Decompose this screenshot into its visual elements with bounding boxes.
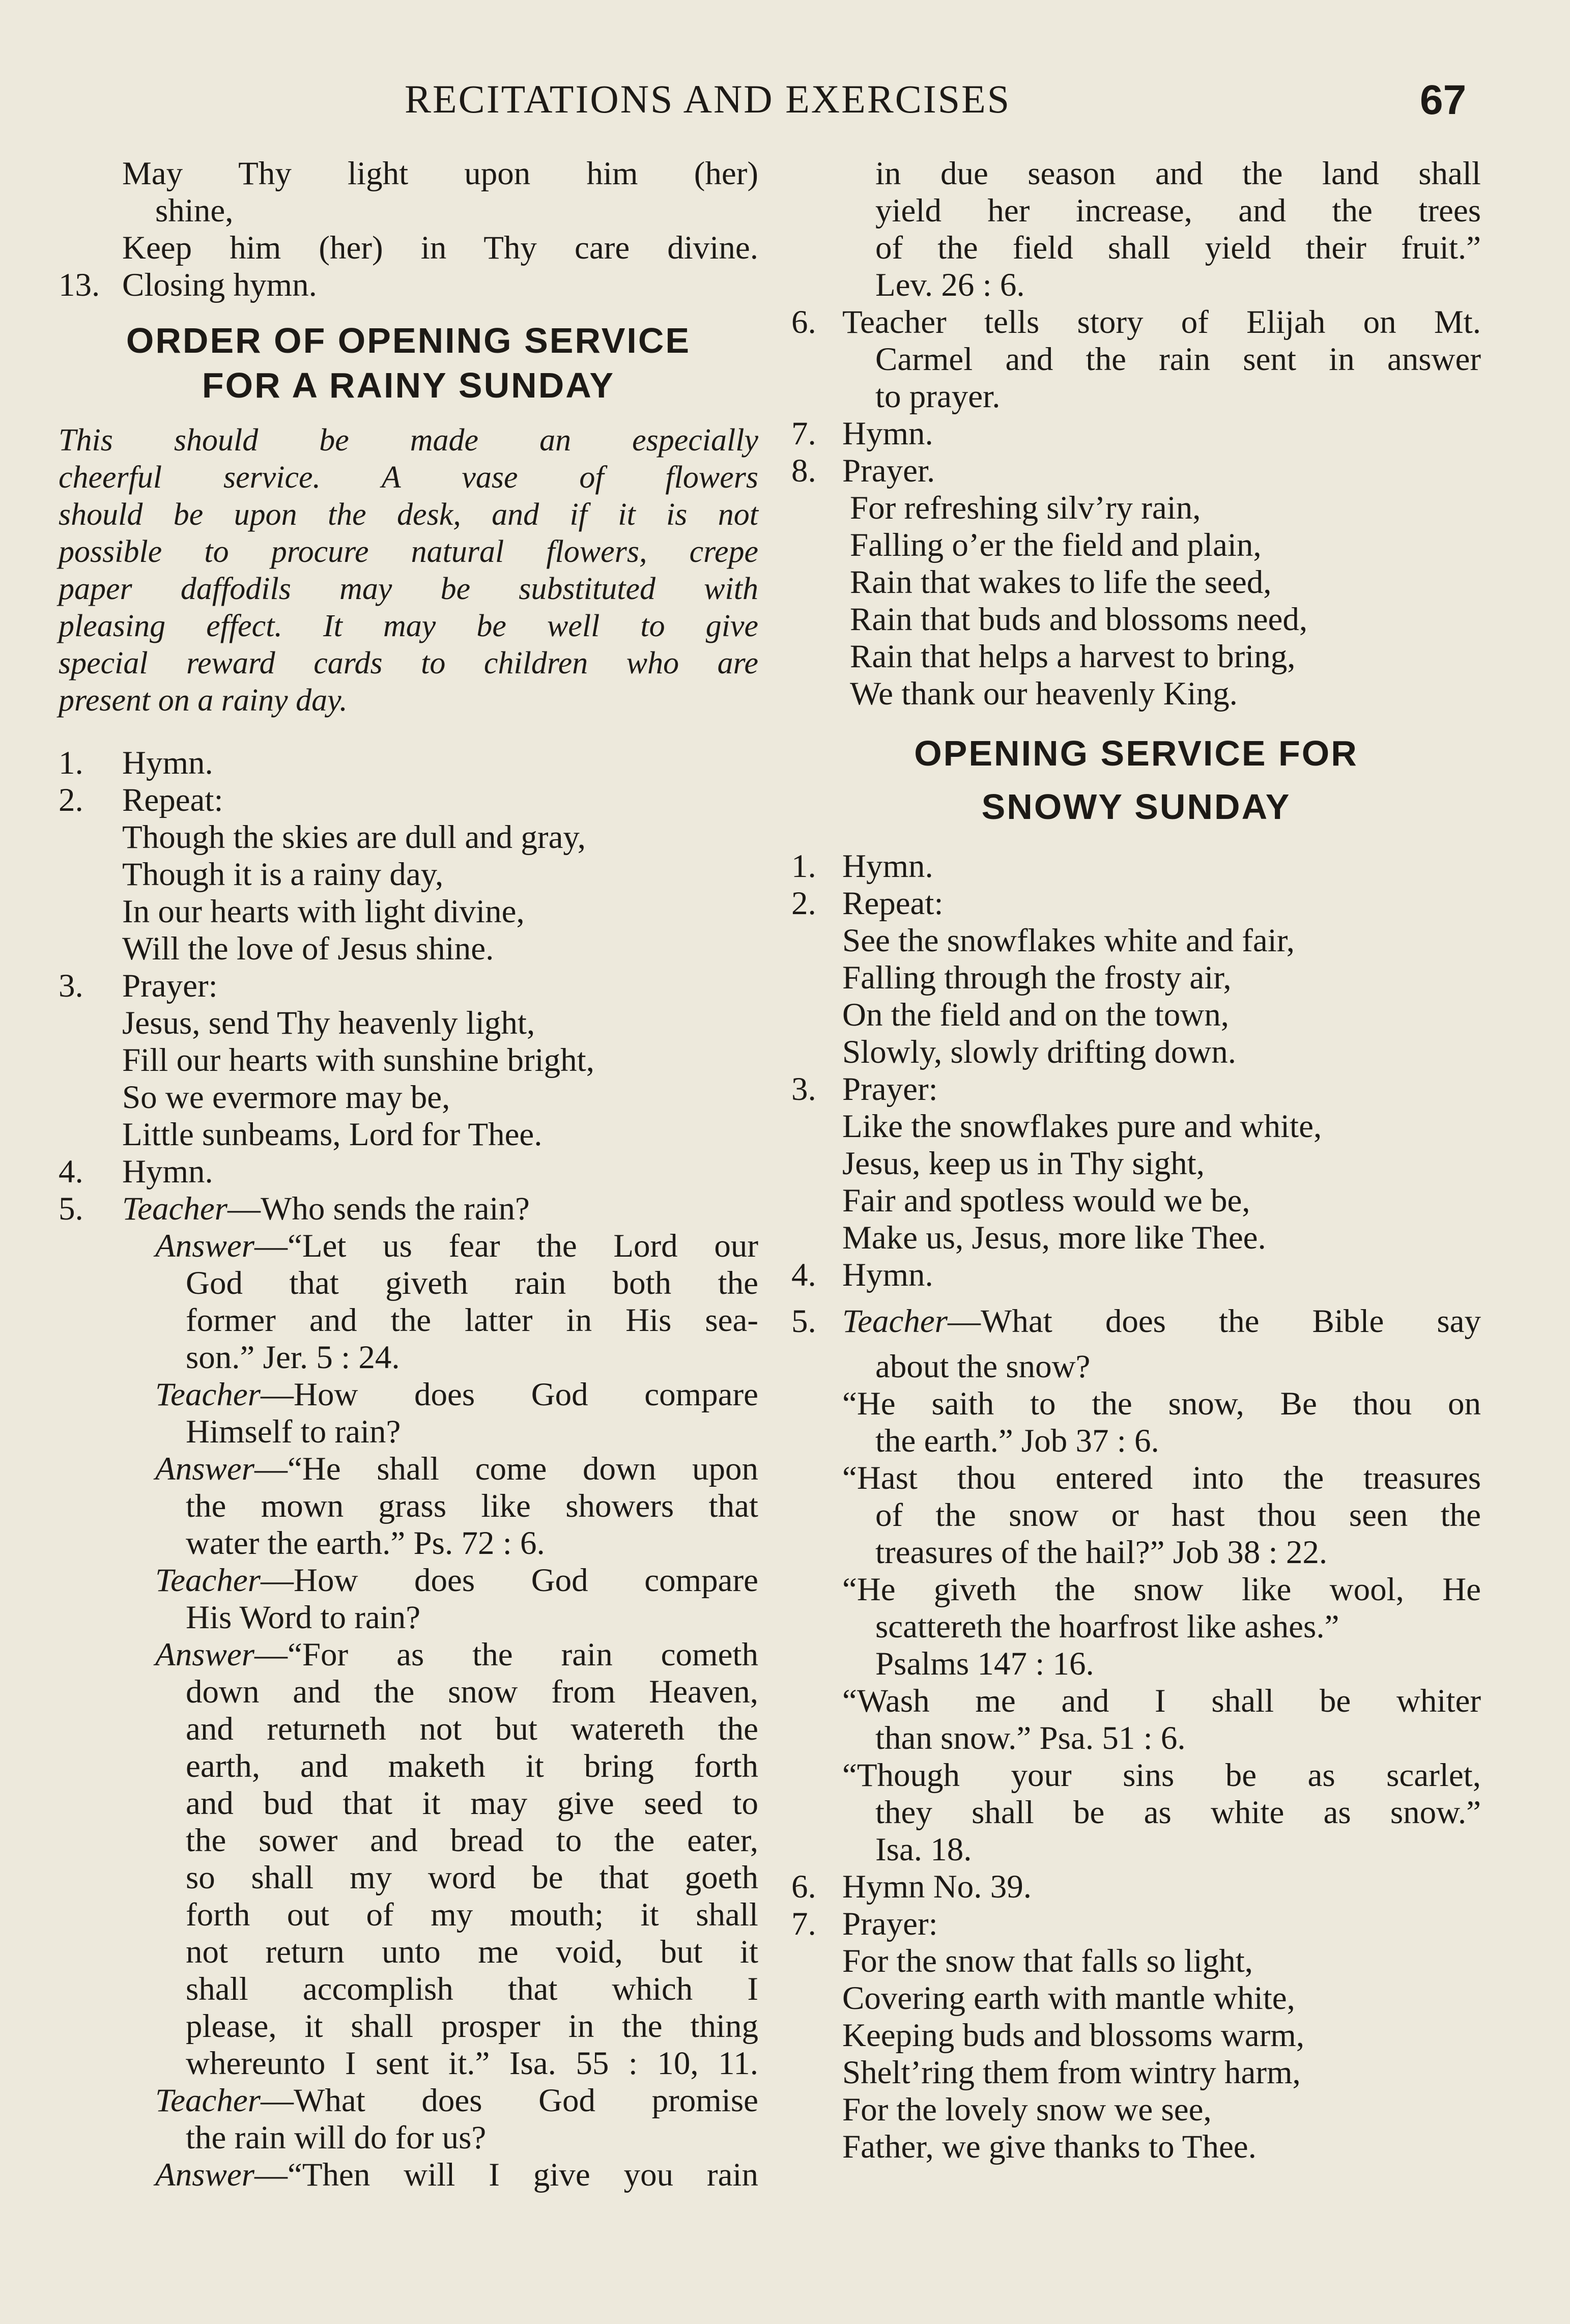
list-item xyxy=(791,1257,1481,1294)
verse-line: Little sunbeams, Lord for Thee. xyxy=(122,1116,543,1153)
item-number: 3. xyxy=(791,1071,816,1108)
item-number: 1. xyxy=(791,848,816,885)
item-number: 5. xyxy=(59,1191,83,1227)
quote-line: treasures of the hail?” Job 38 : 22. xyxy=(875,1534,1328,1571)
note-line: special reward cards to children who are xyxy=(59,646,758,681)
note-line: possible to procure natural flowers, crepe xyxy=(59,534,758,569)
dialogue-line: whereunto I sent it.” Isa. 55 : 10, 11. xyxy=(186,2045,758,2082)
list-item xyxy=(59,267,758,304)
dialogue-line: Himself to rain? xyxy=(186,1413,401,1450)
text-line: in due season and the land shall xyxy=(875,155,1481,192)
dash: — xyxy=(254,1228,288,1264)
dialogue-line: the mown grass like showers that xyxy=(186,1488,758,1524)
item-number: 13. xyxy=(59,267,100,303)
item-text: Prayer. xyxy=(842,452,935,489)
dialogue-line: His Word to rain? xyxy=(186,1599,421,1636)
teacher-text: How does God compare xyxy=(294,1376,758,1413)
speaker-label: Answer xyxy=(155,2157,254,2193)
verse-line: Like the snowflakes pure and white, xyxy=(842,1108,1322,1145)
answer-text: “He shall come down upon xyxy=(288,1451,758,1487)
left-column xyxy=(59,155,758,2194)
item-text: Repeat: xyxy=(122,782,223,818)
quote-line: “Though your sins be as scarlet, xyxy=(842,1757,1481,1794)
text-line: Keep him (her) in Thy care divine. xyxy=(122,230,758,266)
text-line: to prayer. xyxy=(875,378,1001,415)
list-item xyxy=(59,1153,758,1191)
teacher-text: What does God promise xyxy=(294,2082,758,2119)
speaker-label: Teacher xyxy=(155,1376,261,1413)
verse-line: For refreshing silv’ry rain, xyxy=(850,490,1201,526)
verse-line: Falling o’er the field and plain, xyxy=(850,527,1262,563)
item-text: Closing hymn. xyxy=(122,267,317,303)
item-text: Hymn. xyxy=(122,1153,213,1190)
item-number: 2. xyxy=(791,885,816,922)
verse-line: Fill our hearts with sunshine bright, xyxy=(122,1042,594,1079)
dialogue-line: down and the snow from Heaven, xyxy=(186,1674,758,1710)
verse-line: Rain that buds and blossoms need, xyxy=(850,601,1308,638)
list-item xyxy=(59,782,758,819)
answer-text: “For as the rain cometh xyxy=(288,1636,758,1673)
dialogue-line: water the earth.” Ps. 72 : 6. xyxy=(186,1525,545,1562)
dialogue-line: so shall my word be that goeth xyxy=(186,1859,758,1896)
dialogue-line: not return unto me void, but it xyxy=(186,1934,758,1970)
item-text: Prayer: xyxy=(842,1071,938,1108)
text-line: shine, xyxy=(155,192,234,229)
dash: — xyxy=(948,1303,981,1340)
text-line: Carmel and the rain sent in answer xyxy=(875,341,1481,378)
item-number: 5. xyxy=(791,1303,816,1340)
item-text: Hymn. xyxy=(122,745,213,781)
verse-line: In our hearts with light divine, xyxy=(122,893,525,930)
dialogue-line: former and the latter in His sea- xyxy=(186,1302,758,1339)
quote-line: than snow.” Psa. 51 : 6. xyxy=(875,1720,1186,1756)
dash: — xyxy=(227,1191,261,1227)
item-number: 1. xyxy=(59,745,83,781)
item-text: Prayer: xyxy=(842,1906,938,1942)
list-item xyxy=(791,885,1481,922)
list-item xyxy=(791,1071,1481,1108)
right-column xyxy=(791,155,1481,2166)
item-number: 6. xyxy=(791,1868,816,1905)
italic-note xyxy=(59,422,758,719)
verse-line: Jesus, send Thy heavenly light, xyxy=(122,1005,535,1041)
speaker-label: Teacher xyxy=(155,2082,261,2119)
dialogue-line: shall accomplish that which I xyxy=(186,1971,758,2007)
list-item xyxy=(59,968,758,1005)
page-number: 67 xyxy=(1420,77,1467,123)
dash: — xyxy=(254,1636,288,1673)
text-line: May Thy light upon him (her) xyxy=(122,155,758,192)
verse-line: Jesus, keep us in Thy sight, xyxy=(842,1145,1205,1182)
dash: — xyxy=(261,1562,294,1599)
list-item xyxy=(59,1191,758,1228)
quote-line: of the snow or hast thou seen the xyxy=(875,1497,1481,1534)
verse-line: See the snowflakes white and fair, xyxy=(842,922,1295,959)
dialogue-line xyxy=(59,1562,758,1599)
dialogue-line: forth out of my mouth; it shall xyxy=(186,1896,758,1933)
quote-line: Isa. 18. xyxy=(875,1831,972,1868)
list-item xyxy=(791,1906,1481,1943)
quote-line: “Wash me and I shall be whiter xyxy=(842,1683,1481,1719)
section-heading-snowy-sub: SNOWY SUNDAY xyxy=(981,787,1291,827)
answer-text: “Then will I give you rain xyxy=(288,2157,758,2193)
item-number: 6. xyxy=(791,304,816,341)
item-text: What does the Bible say xyxy=(981,1303,1481,1340)
verse-line: We thank our heavenly King. xyxy=(850,675,1238,712)
item-number: 7. xyxy=(791,415,816,452)
dialogue-line: about the snow? xyxy=(875,1348,1091,1385)
dialogue-line: and returneth not but watereth the xyxy=(186,1711,758,1747)
verse-line: So we evermore may be, xyxy=(122,1079,450,1116)
verse-line: Rain that wakes to life the seed, xyxy=(850,564,1272,601)
list-item xyxy=(791,1868,1481,1906)
verse-line: Though it is a rainy day, xyxy=(122,856,444,893)
verse-line: Falling through the frosty air, xyxy=(842,959,1232,996)
verse-line: Fair and spotless would we be, xyxy=(842,1182,1250,1219)
speaker-label: Teacher xyxy=(122,1191,228,1227)
item-text: Repeat: xyxy=(842,885,944,922)
quote-line: scattereth the hoarfrost like ashes.” xyxy=(875,1608,1339,1645)
dialogue-line: son.” Jer. 5 : 24. xyxy=(186,1339,400,1376)
quote-line: “He saith to the snow, Be thou on xyxy=(842,1385,1481,1422)
item-text: Prayer: xyxy=(122,968,218,1004)
verse-line: Father, we give thanks to Thee. xyxy=(842,2129,1257,2165)
list-item xyxy=(59,745,758,782)
running-head xyxy=(0,76,1570,137)
item-number: 4. xyxy=(791,1257,816,1293)
list-item xyxy=(791,1303,1481,1340)
item-number: 7. xyxy=(791,1906,816,1942)
item-number: 8. xyxy=(791,452,816,489)
verse-line: Though the skies are dull and gray, xyxy=(122,819,586,856)
speaker-label: Teacher xyxy=(155,1562,261,1599)
quote-line: “He giveth the snow like wool, He xyxy=(842,1571,1481,1608)
item-number: 4. xyxy=(59,1153,83,1190)
dialogue-line xyxy=(59,1376,758,1413)
dialogue-line: the sower and bread to the eater, xyxy=(186,1822,758,1859)
quote-line: the earth.” Job 37 : 6. xyxy=(875,1423,1159,1459)
quote-line: Psalms 147 : 16. xyxy=(875,1646,1094,1682)
dialogue-line xyxy=(59,1636,758,1674)
note-line: should be upon the desk, and if it is not xyxy=(59,497,758,532)
item-text: Who sends the rain? xyxy=(261,1191,530,1227)
dialogue-line xyxy=(59,1451,758,1488)
section-heading-rainy: ORDER OF OPENING SERVICE xyxy=(126,321,691,360)
dialogue-line: earth, and maketh it bring forth xyxy=(186,1748,758,1784)
verse-line: Rain that helps a harvest to bring, xyxy=(850,638,1296,675)
dialogue-line: God that giveth rain both the xyxy=(186,1265,758,1301)
verse-line: Will the love of Jesus shine. xyxy=(122,930,494,967)
dialogue-line xyxy=(59,1228,758,1265)
item-text: Teacher tells story of Elijah on Mt. xyxy=(842,304,1481,341)
quote-line: “Hast thou entered into the treasures xyxy=(842,1460,1481,1496)
speaker-label: Teacher xyxy=(842,1303,948,1340)
list-item xyxy=(791,304,1481,341)
note-line: cheerful service. A vase of flowers xyxy=(59,460,758,495)
item-number: 3. xyxy=(59,968,83,1004)
quote-line: they shall be as white as snow.” xyxy=(875,1794,1481,1831)
dash: — xyxy=(254,1451,288,1487)
dialogue-line: please, it shall prosper in the thing xyxy=(186,2008,758,2045)
text-line: Lev. 26 : 6. xyxy=(875,267,1025,303)
verse-line: For the snow that falls so light, xyxy=(842,1943,1253,1979)
dialogue-line: the rain will do for us? xyxy=(186,2119,487,2156)
verse-line: Keeping buds and blossoms warm, xyxy=(842,2017,1305,2054)
speaker-label: Answer xyxy=(155,1451,254,1487)
note-line: paper daffodils may be substituted with xyxy=(59,572,758,606)
note-line: present on a rainy day. xyxy=(59,683,348,718)
note-line: This should be made an especially xyxy=(59,423,758,458)
verse-line: For the lovely snow we see, xyxy=(842,2091,1212,2128)
list-item xyxy=(791,452,1481,490)
dialogue-line: and bud that it may give seed to xyxy=(186,1785,758,1822)
note-line: pleasing effect. It may be well to give xyxy=(59,609,758,643)
answer-text: “Let us fear the Lord our xyxy=(288,1228,758,1264)
item-text: Hymn. xyxy=(842,1257,933,1293)
dash: — xyxy=(254,2157,288,2193)
text-line: yield her increase, and the trees xyxy=(875,192,1481,229)
teacher-text: How does God compare xyxy=(294,1562,758,1599)
section-heading-snowy: OPENING SERVICE FOR xyxy=(914,733,1358,773)
item-number: 2. xyxy=(59,782,83,818)
verse-line: Covering earth with mantle white, xyxy=(842,1980,1295,2017)
item-text: Hymn. xyxy=(842,848,933,885)
section-heading-rainy-sub: FOR A RAINY SUNDAY xyxy=(202,365,615,405)
dialogue-line xyxy=(59,2157,758,2194)
dash: — xyxy=(261,1376,294,1413)
item-text: Hymn. xyxy=(842,415,933,452)
item-text: Hymn No. 39. xyxy=(842,1868,1032,1905)
running-title: RECITATIONS AND EXERCISES xyxy=(405,77,1011,121)
dash: — xyxy=(261,2082,294,2119)
list-item xyxy=(791,415,1481,452)
dialogue-line xyxy=(59,2082,758,2119)
verse-line: Slowly, slowly drifting down. xyxy=(842,1034,1237,1070)
text-line: of the field shall yield their fruit.” xyxy=(875,230,1481,266)
verse-line: Make us, Jesus, more like Thee. xyxy=(842,1220,1266,1256)
speaker-label: Answer xyxy=(155,1228,254,1264)
verse-line: Shelt’ring them from wintry harm, xyxy=(842,2054,1301,2091)
list-item xyxy=(791,848,1481,885)
speaker-label: Answer xyxy=(155,1636,254,1673)
verse-line: On the field and on the town, xyxy=(842,997,1229,1033)
